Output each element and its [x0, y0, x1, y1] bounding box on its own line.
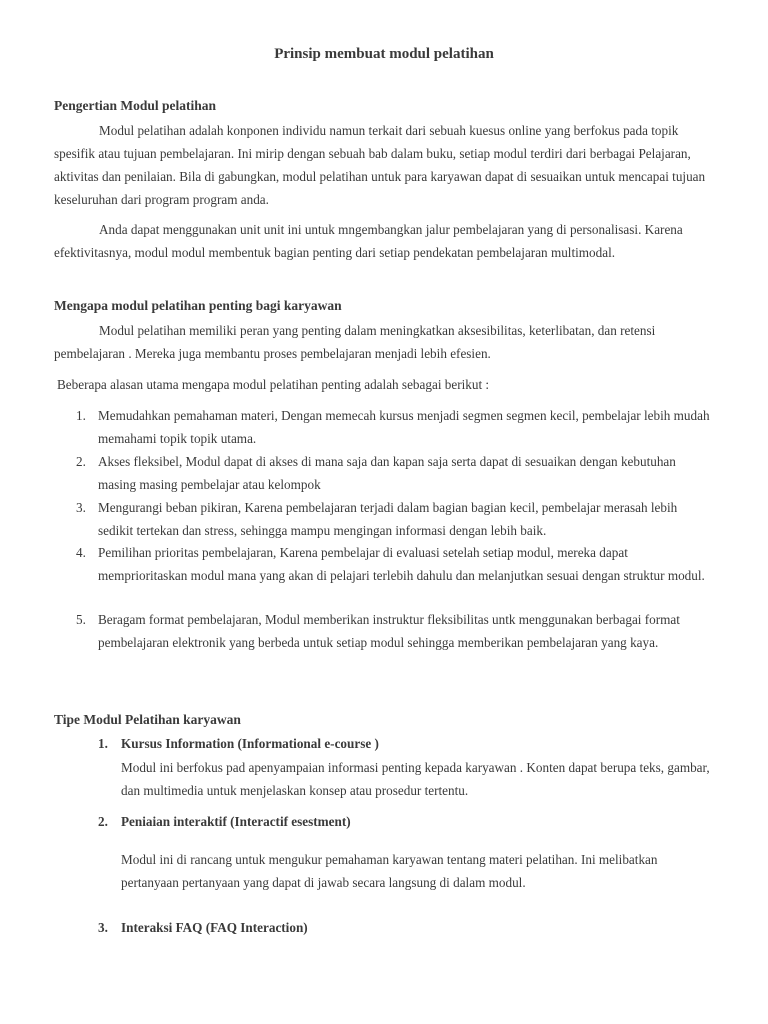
type-title: Peniaian interaktif (Interactif esestment)	[121, 814, 351, 829]
type-title: Kursus Information (Informational e-course )	[121, 736, 379, 751]
list-text: Memudahkan pemahaman materi, Dengan memecah kursus menjadi segmen segmen kecil, pembelajar lebih mudah memahami topik topik utama.	[98, 408, 710, 446]
document-title: Prinsip membuat modul pelatihan	[274, 46, 494, 62]
list-number: 3.	[76, 500, 86, 515]
list-number: 2.	[76, 454, 86, 469]
paragraph: Modul pelatihan memiliki peran yang penting dalam meningkatkan aksesibilitas, keterlibatan, dan retensi pembelajaran . Mereka juga membantu proses pembelajaran menjadi lebih efesien.	[54, 323, 656, 361]
type-number: 3.	[98, 920, 108, 935]
type-body: Modul ini berfokus pad apenyampaian informasi penting kepada karyawan . Konten dapat berupa teks, gambar, dan multimedia untuk menjelaskan konsep atau prosedur tertentu.	[121, 760, 710, 798]
list-text: Beragam format pembelajaran, Modul memberikan instruktur fleksibilitas untk menggunakan berbagai format pembelajaran elektronik yang berbeda untuk setiap modul sehingga memberikan pembelajaran yang kaya.	[98, 612, 680, 650]
section-heading-pengertian: Pengertian Modul pelatihan	[54, 98, 217, 113]
list-number: 1.	[76, 408, 86, 423]
list-text: Mengurangi beban pikiran, Karena pembelajaran terjadi dalam bagian bagian kecil, pembelajar merasah lebih sedikit tertekan dan stress, sehingga mampu mengingan informasi dengan lebih baik.	[98, 500, 678, 538]
type-number: 1.	[98, 736, 108, 751]
list-number: 5.	[76, 612, 86, 627]
paragraph: Modul pelatihan adalah konponen individu namun terkait dari sebuah kuesus online yang berfokus pada topik spesifik atau tujuan pembelajaran. Ini mirip dengan sebuah bab dalam buku, setiap modul terdiri dari berbagai Pelajaran, aktivitas dan penilaian. Bila di gabungkan, modul pelatihan untuk para karyawan dapat di sesuaikan untuk mencapai tujuan keseluruhan dari program program anda.	[54, 123, 706, 207]
list-text: Pemilihan prioritas pembelajaran, Karena pembelajar di evaluasi setelah setiap modul, mereka dapat memprioritaskan modul mana yang akan di pelajari terlebih dahulu dan melanjutkan sesuai dengan struktur modul.	[98, 545, 705, 583]
paragraph: Anda dapat menggunakan unit unit ini untuk mngembangkan jalur pembelajaran yang di personalisasi. Karena efektivitasnya, modul modul membentuk bagian penting dari setiap pendekatan pembelajaran multimodal.	[54, 222, 683, 260]
section-heading-mengapa: Mengapa modul pelatihan penting bagi karyawan	[54, 298, 342, 313]
type-number: 2.	[98, 814, 108, 829]
list-number: 4.	[76, 545, 86, 560]
type-title: Interaksi FAQ (FAQ Interaction)	[121, 920, 308, 935]
section-heading-tipe: Tipe Modul Pelatihan karyawan	[54, 712, 241, 727]
list-intro: Beberapa alasan utama mengapa modul pelatihan penting adalah sebagai berikut :	[57, 377, 490, 392]
list-text: Akses fleksibel, Modul dapat di akses di mana saja dan kapan saja serta dapat di sesuaikan dengan kebutuhan masing masing pembelajar atau kelompok	[98, 454, 676, 492]
type-body: Modul ini di rancang untuk mengukur pemahaman karyawan tentang materi pelatihan. Ini melibatkan pertanyaan pertanyaan yang dapat di jawab secara langsung di dalam modul.	[121, 852, 658, 890]
